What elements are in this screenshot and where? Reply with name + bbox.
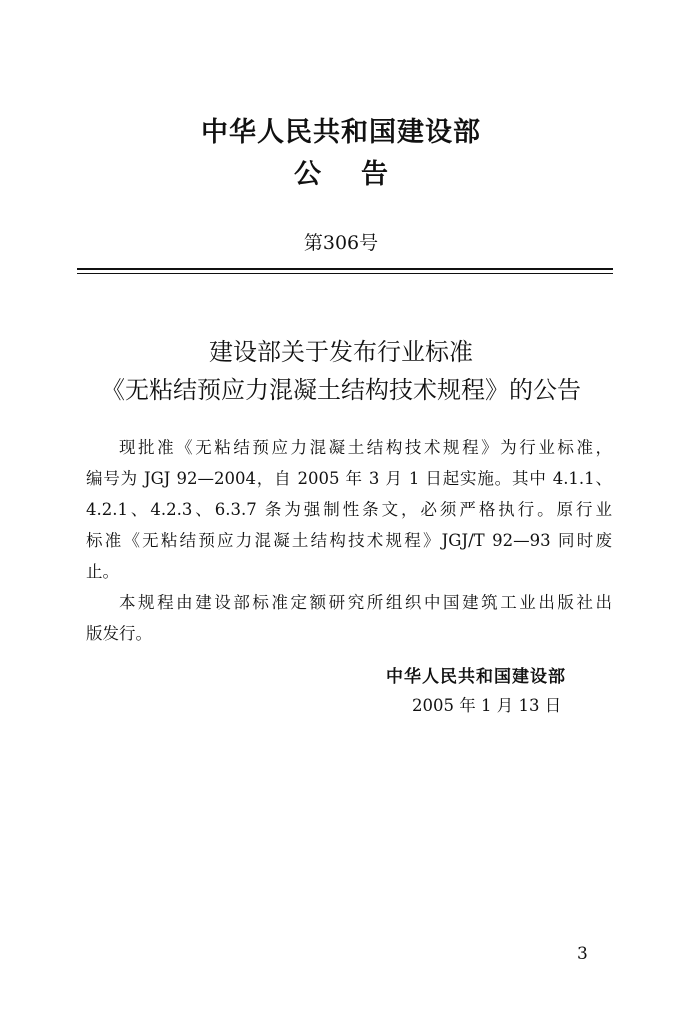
notice-number: 第306号 bbox=[303, 232, 379, 254]
announcement-body bbox=[86, 432, 612, 649]
body-line: 止。 bbox=[86, 562, 119, 581]
notice-heading: 公告 bbox=[294, 159, 428, 190]
announcement-title-line-2: 《无粘结预应力混凝土结构技术规程》的公告 bbox=[101, 376, 581, 404]
issue-date: 2005 年 1 月 13 日 bbox=[412, 696, 562, 715]
body-line: 标准《无粘结预应力混凝土结构技术规程》JGJ/T 92—93 同时废 bbox=[86, 531, 612, 550]
body-line: 本规程由建设部标准定额研究所组织中国建筑工业出版社出 bbox=[119, 593, 612, 612]
announcement-title-line-1: 建设部关于发布行业标准 bbox=[209, 338, 473, 366]
page-number: 3 bbox=[577, 944, 588, 964]
signing-authority: 中华人民共和国建设部 bbox=[386, 667, 566, 687]
body-line: 现批准《无粘结预应力混凝土结构技术规程》为行业标准， bbox=[119, 438, 612, 457]
header-divider-thin bbox=[77, 273, 613, 274]
header-divider-thick bbox=[77, 268, 613, 270]
issuing-authority-heading: 中华人民共和国建设部 bbox=[201, 117, 481, 148]
body-line: 编号为 JGJ 92—2004，自 2005 年 3 月 1 日起实施。其中 4.1.1、 bbox=[86, 469, 612, 488]
body-line: 版发行。 bbox=[86, 624, 152, 643]
body-line: 4.2.1、4.2.3、6.3.7 条为强制性条文，必须严格执行。原行业 bbox=[86, 500, 612, 519]
